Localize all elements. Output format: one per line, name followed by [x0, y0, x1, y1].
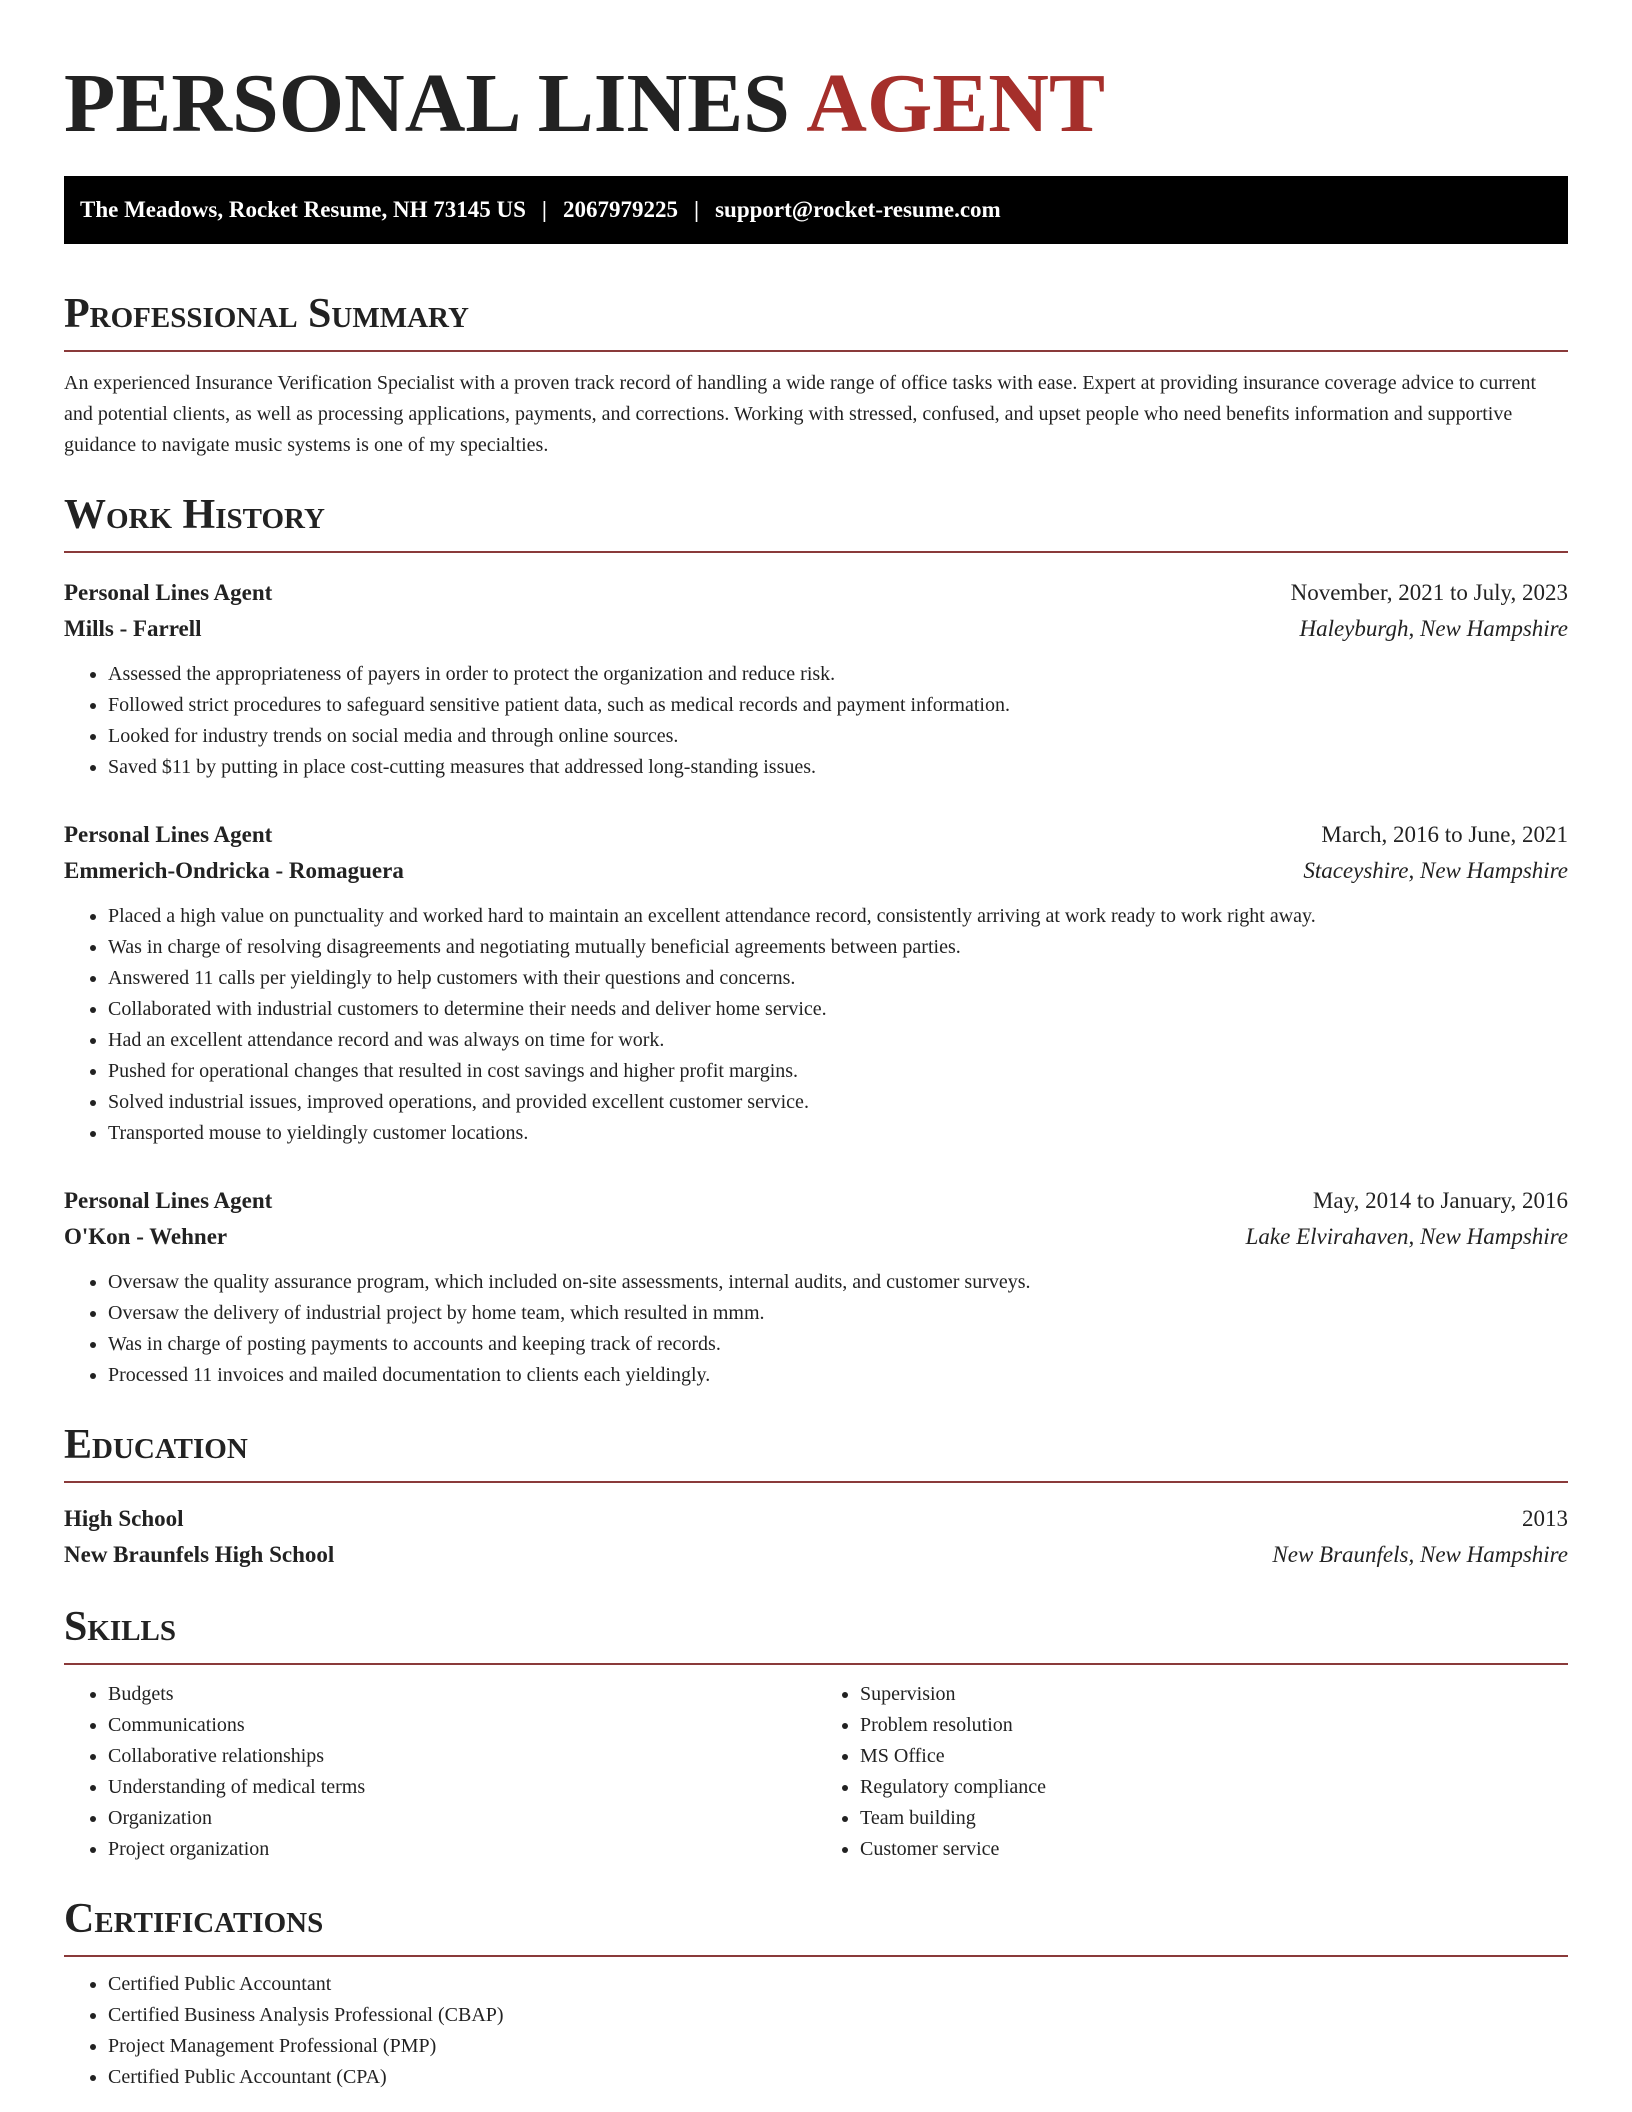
skill-item: • Regulatory compliance	[860, 1772, 1568, 1803]
summary-section	[64, 288, 1568, 461]
certification-item: • Project Management Professional (PMP)	[108, 2031, 1568, 2062]
job-company-row	[64, 853, 1568, 889]
job-bullet: • Followed strict procedures to safeguard sensitive patient data, such as medical records and payment information.	[108, 690, 1568, 721]
job-bullet: • Was in charge of posting payments to accounts and keeping track of records.	[108, 1329, 1568, 1360]
contact-bar	[64, 176, 1568, 244]
job-company: O'Kon - Wehner	[64, 1224, 228, 1249]
education-year: 2013	[1522, 1506, 1568, 1531]
job-bullet: • Oversaw the quality assurance program, which included on-site assessments, internal audits, and customer surveys.	[108, 1267, 1568, 1298]
contact-email[interactable]: support@rocket-resume.com	[715, 197, 1001, 222]
job-bullet: • Placed a high value on punctuality and worked hard to maintain an excellent attendance record, consistently arriving at work ready to work right away.	[108, 901, 1568, 932]
skill-item: • Team building	[860, 1803, 1568, 1834]
skills-columns	[64, 1679, 1568, 1865]
job-bullet: • Processed 11 invoices and mailed documentation to clients each yieldingly.	[108, 1360, 1568, 1391]
section-divider	[64, 1663, 1568, 1665]
job-bullet: • Had an excellent attendance record and was always on time for work.	[108, 1025, 1568, 1056]
section-title-work-history: Work History	[64, 492, 325, 538]
section-title-certifications: Certifications	[64, 1896, 324, 1942]
job-role: Personal Lines Agent	[64, 1188, 273, 1213]
skills-list-right	[816, 1679, 1568, 1865]
job-bullet: • Oversaw the delivery of industrial project by home team, which resulted in mmm.	[108, 1298, 1568, 1329]
job-dates: November, 2021 to July, 2023	[1290, 580, 1568, 605]
job-location: Lake Elvirahaven, New Hampshire	[1245, 1224, 1568, 1249]
skill-item: • Collaborative relationships	[108, 1741, 816, 1772]
certifications-section	[64, 1893, 1568, 2093]
job-title-row	[64, 575, 1568, 611]
job-company-row	[64, 611, 1568, 647]
skills-section	[64, 1601, 1568, 1865]
section-divider	[64, 551, 1568, 553]
skill-item: • Customer service	[860, 1834, 1568, 1865]
section-divider	[64, 1955, 1568, 1957]
contact-address: The Meadows, Rocket Resume, NH 73145 US	[80, 197, 526, 222]
job-company-row	[64, 1219, 1568, 1255]
work-history-section	[64, 489, 1568, 1391]
skill-item: • Organization	[108, 1803, 816, 1834]
job-bullet: • Assessed the appropriateness of payers in order to protect the organization and reduce risk.	[108, 659, 1568, 690]
job-bullet: • Saved $11 by putting in place cost-cutting measures that addressed long-standing issues.	[108, 752, 1568, 783]
job-role: Personal Lines Agent	[64, 580, 273, 605]
job-bullet: • Transported mouse to yieldingly customer locations.	[108, 1118, 1568, 1149]
skill-item: • Project organization	[108, 1834, 816, 1865]
job-list	[64, 575, 1568, 1391]
skill-item: • Communications	[108, 1710, 816, 1741]
job-role: Personal Lines Agent	[64, 822, 273, 847]
skills-list-left	[64, 1679, 816, 1865]
contact-separator: |	[541, 197, 547, 222]
job-entry	[64, 817, 1568, 1149]
job-company: Mills - Farrell	[64, 616, 202, 641]
job-bullet: • Was in charge of resolving disagreements and negotiating mutually beneficial agreements between parties.	[108, 932, 1568, 963]
contact-phone[interactable]: 2067979225	[563, 197, 678, 222]
contact-separator: |	[694, 197, 700, 222]
name-accent: AGENT	[806, 57, 1105, 150]
education-row	[64, 1501, 1568, 1537]
section-title-summary: Professional Summary	[64, 291, 469, 337]
education-row	[64, 1537, 1568, 1573]
job-bullet-list	[64, 901, 1568, 1149]
job-bullet: • Collaborated with industrial customers to determine their needs and deliver home service.	[108, 994, 1568, 1025]
job-title-row	[64, 1183, 1568, 1219]
job-bullet-list	[64, 1267, 1568, 1391]
section-divider	[64, 1481, 1568, 1483]
certification-item: • Certified Public Accountant	[108, 1969, 1568, 2000]
job-bullet: • Pushed for operational changes that resulted in cost savings and higher profit margins.	[108, 1056, 1568, 1087]
resume-name	[64, 56, 1568, 152]
skill-item: • Budgets	[108, 1679, 816, 1710]
certification-item: • Certified Public Accountant (CPA)	[108, 2062, 1568, 2093]
job-bullet: • Answered 11 calls per yieldingly to help customers with their questions and concerns.	[108, 963, 1568, 994]
education-location: New Braunfels, New Hampshire	[1272, 1542, 1568, 1567]
job-bullet: • Looked for industry trends on social media and through online sources.	[108, 721, 1568, 752]
job-bullet: • Solved industrial issues, improved operations, and provided excellent customer service.	[108, 1087, 1568, 1118]
name-main: PERSONAL LINES	[64, 57, 790, 150]
section-divider	[64, 350, 1568, 352]
education-degree: High School	[64, 1506, 184, 1531]
skill-item: • Problem resolution	[860, 1710, 1568, 1741]
job-location: Staceyshire, New Hampshire	[1303, 858, 1568, 883]
section-title-education: Education	[64, 1422, 248, 1468]
job-title-row	[64, 817, 1568, 853]
summary-text: An experienced Insurance Verification Specialist with a proven track record of handling a wide range of office tasks with ease. Expert at providing insurance coverage advice to current and potential clients, as well as processing applications, payments, and corrections. Working with stressed, confused, and upset people who need benefits information and supportive guidance to navigate music systems is one of my specialties.	[64, 372, 1537, 456]
job-bullet-list	[64, 659, 1568, 783]
job-location: Haleyburgh, New Hampshire	[1299, 616, 1568, 641]
job-dates: March, 2016 to June, 2021	[1321, 822, 1568, 847]
job-entry	[64, 575, 1568, 783]
skill-item: • MS Office	[860, 1741, 1568, 1772]
skill-item: • Supervision	[860, 1679, 1568, 1710]
job-company: Emmerich-Ondricka - Romaguera	[64, 858, 404, 883]
job-dates: May, 2014 to January, 2016	[1312, 1188, 1568, 1213]
education-school: New Braunfels High School	[64, 1542, 335, 1567]
job-entry	[64, 1183, 1568, 1391]
certification-item: • Certified Business Analysis Professional (CBAP)	[108, 2000, 1568, 2031]
section-title-skills: Skills	[64, 1604, 177, 1650]
skill-item: • Understanding of medical terms	[108, 1772, 816, 1803]
certifications-list	[64, 1969, 1568, 2093]
education-section	[64, 1419, 1568, 1573]
education-entry	[64, 1501, 1568, 1573]
